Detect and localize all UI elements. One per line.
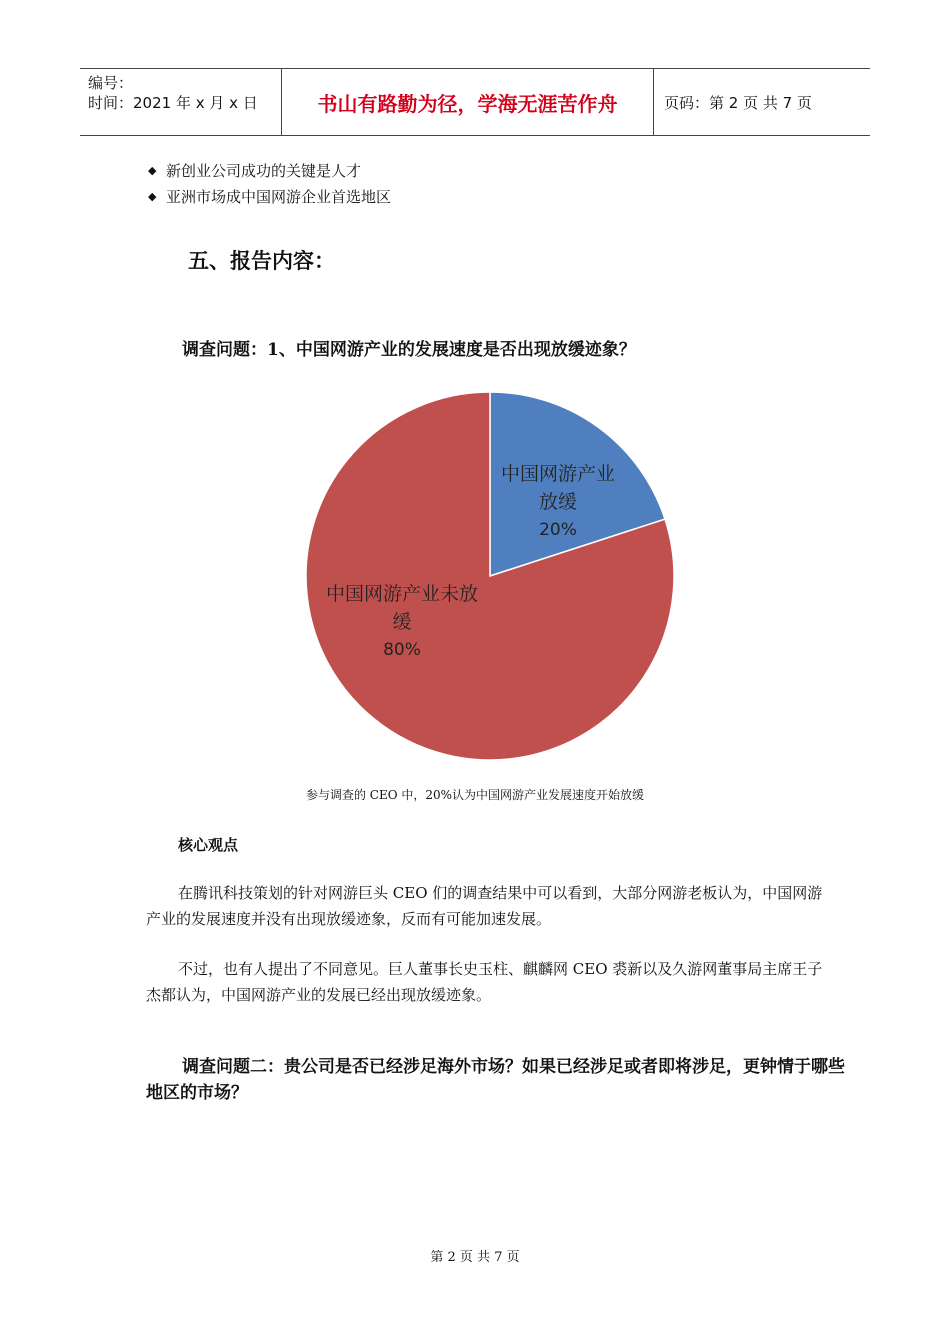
list-item — [148, 184, 391, 210]
page-footer: 第 2 页 共 7 页 — [430, 1250, 520, 1265]
list-item-text: 新创业公司成功的关键是人才 — [166, 162, 362, 180]
slice-label-not-slowed-line2: 缓 — [392, 611, 412, 633]
code-label: 编号： — [88, 74, 134, 92]
paragraph: 不过，也有人提出了不同意见。巨人董事长史玉柱、麒麟网 CEO 裘新以及久游网董事局主席王子杰都认为，中国网游产业的发展已经出现放缓迹象。 — [146, 960, 823, 1004]
slice-pct-not-slowed: 80% — [383, 640, 421, 660]
list-item — [148, 158, 391, 184]
list-item-text: 亚洲市场成中国网游企业首选地区 — [166, 188, 392, 206]
slice-label-slowed-line1: 中国网游产业 — [500, 463, 616, 485]
date-label: 时间：2021 年 x 月 x 日 — [88, 94, 258, 112]
header-motto: 书山有路勤为径，学海无涯苦作舟 — [282, 69, 654, 135]
paragraph: 在腾讯科技策划的针对网游巨头 CEO 们的调查结果中可以看到，大部分网游老板认为，中国网游产业的发展速度并没有出现放缓迹象，反而有可能加速发展。 — [146, 884, 823, 928]
slice-pct-slowed: 20% — [539, 520, 577, 540]
bullet-list — [148, 158, 391, 210]
pie-chart — [290, 380, 690, 770]
header-page-info: 页码：第 2 页 共 7 页 — [664, 93, 812, 112]
section-title: 五、报告内容： — [188, 249, 335, 273]
core-view-title: 核心观点 — [178, 836, 239, 854]
question-2: 调查问题二：贵公司是否已经涉足海外市场？如果已经涉足或者即将涉足，更钟情于哪些地区的市场？ — [146, 1057, 845, 1103]
slice-label-not-slowed-line1: 中国网游产业未放 — [325, 583, 479, 605]
question-1: 调查问题：1、中国网游产业的发展速度是否出现放缓迹象？ — [182, 340, 636, 360]
header-meta — [80, 69, 282, 135]
page-header — [80, 68, 870, 136]
diamond-bullet-icon: ◆ — [148, 164, 157, 177]
slice-label-slowed-line2: 放缓 — [538, 491, 578, 513]
diamond-bullet-icon: ◆ — [148, 190, 157, 203]
chart-caption: 参与调查的 CEO 中，20%认为中国网游产业发展速度开始放缓 — [305, 788, 645, 802]
